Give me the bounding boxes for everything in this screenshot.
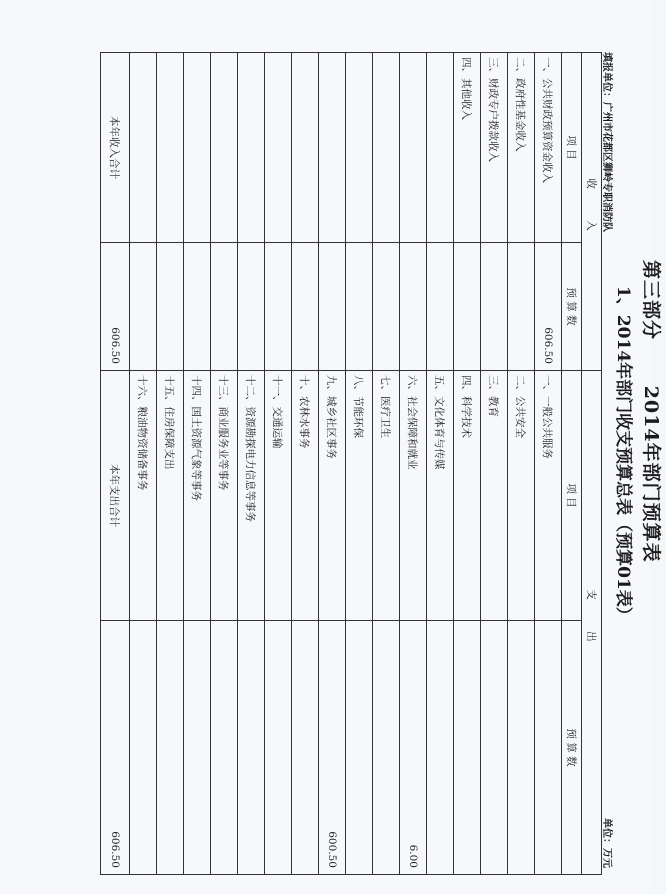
income-item-cell [346,53,373,243]
expense-amount-cell [427,621,454,875]
expense-amount-cell [535,621,562,875]
income-amount-cell [238,243,265,371]
table-row [265,53,292,875]
income-amount-cell [346,243,373,371]
totals-row [101,53,130,875]
table-row [184,53,211,875]
table-row [292,53,319,875]
budget-table [100,52,602,875]
income-amount-cell [400,243,427,371]
income-item-cell [265,53,292,243]
column-header-row [562,53,582,875]
income-amount-cell [265,243,292,371]
table-row [373,53,400,875]
table-row [400,53,427,875]
income-amount-cell [319,243,346,371]
expense-item-cell: 七、医疗卫生 [373,371,400,621]
expense-amount-cell [184,621,211,875]
expense-amount-cell [265,621,292,875]
income-item-header: 项 目 [562,53,582,243]
expense-amount-cell [454,621,481,875]
expense-amount-cell [481,621,508,875]
income-amount-cell [427,243,454,371]
expense-amount-cell: 600.50 [319,621,346,875]
income-item-cell [319,53,346,243]
income-group-header: 收 入 [582,53,602,371]
expense-budget-header: 预 算 数 [562,621,582,875]
unit-label: 单位：万元 [601,818,612,868]
expense-total-amount: 606.50 [101,621,130,875]
expense-group-header: 支 出 [582,371,602,875]
part-title: 第三部分 2014年部门预算表 [640,260,662,563]
expense-item-cell: 四、科学技术 [454,371,481,621]
table-title: 1、2014年部门收支预算总表（预算01表） [613,286,633,624]
table-row [508,53,535,875]
income-amount-cell [157,243,184,371]
income-amount-cell: 606.50 [535,243,562,371]
income-item-cell [184,53,211,243]
expense-item-cell: 二、公共安全 [508,371,535,621]
income-amount-cell [211,243,238,371]
table-row [319,53,346,875]
income-item-cell: 一、公共财政预算资金收入 [535,53,562,243]
expense-item-cell: 十二、资源勘探电力信息等事务 [238,371,265,621]
expense-amount-cell [211,621,238,875]
table-row [427,53,454,875]
income-amount-cell [130,243,157,371]
income-item-cell [157,53,184,243]
income-item-cell [427,53,454,243]
income-total-label: 本年收入合计 [101,53,130,243]
table-row [130,53,157,875]
income-item-cell [373,53,400,243]
expense-item-cell: 五、文化体育与传媒 [427,371,454,621]
expense-item-cell: 六、社会保障和就业 [400,371,427,621]
table-row [481,53,508,875]
expense-item-cell: 十六、粮油物资储备事务 [130,371,157,621]
budget-sheet [20,48,662,878]
expense-item-cell: 十四、国土资源气象等事务 [184,371,211,621]
expense-item-cell: 十三、商业服务业等事务 [211,371,238,621]
income-item-cell [130,53,157,243]
table-row [346,53,373,875]
income-item-cell: 三、财政专户拨款收入 [481,53,508,243]
income-item-cell [238,53,265,243]
expense-item-cell: 三、教育 [481,371,508,621]
expense-item-header: 项 目 [562,371,582,621]
expense-item-cell: 十、农林水事务 [292,371,319,621]
expense-amount-cell [508,621,535,875]
income-budget-header: 预 算 数 [562,243,582,371]
expense-item-cell: 八、节能环保 [346,371,373,621]
expense-item-cell: 十一、交通运输 [265,371,292,621]
table-row [157,53,184,875]
income-amount-cell [508,243,535,371]
reporting-unit: 填报单位：广州市花都区狮岭专职消防队 [601,52,612,232]
table-body [130,53,562,875]
expense-item-cell: 十五、住房保障支出 [157,371,184,621]
income-amount-cell [292,243,319,371]
income-item-cell [400,53,427,243]
income-amount-cell [373,243,400,371]
income-item-cell [292,53,319,243]
income-amount-cell [481,243,508,371]
expense-amount-cell [346,621,373,875]
table-row [535,53,562,875]
income-amount-cell [454,243,481,371]
income-item-cell [211,53,238,243]
expense-amount-cell [130,621,157,875]
table-row [211,53,238,875]
table-row [454,53,481,875]
expense-amount-cell [157,621,184,875]
income-item-cell: 四、其他收入 [454,53,481,243]
expense-total-label: 本年支出合计 [101,371,130,621]
group-header-row [582,53,602,875]
income-amount-cell [184,243,211,371]
expense-amount-cell: 6.00 [400,621,427,875]
expense-amount-cell [238,621,265,875]
expense-item-cell: 一、一般公共服务 [535,371,562,621]
income-total-amount: 606.50 [101,243,130,371]
table-row [238,53,265,875]
expense-item-cell: 九、城乡社区事务 [319,371,346,621]
expense-amount-cell [292,621,319,875]
income-item-cell: 二、政府性基金收入 [508,53,535,243]
expense-amount-cell [373,621,400,875]
